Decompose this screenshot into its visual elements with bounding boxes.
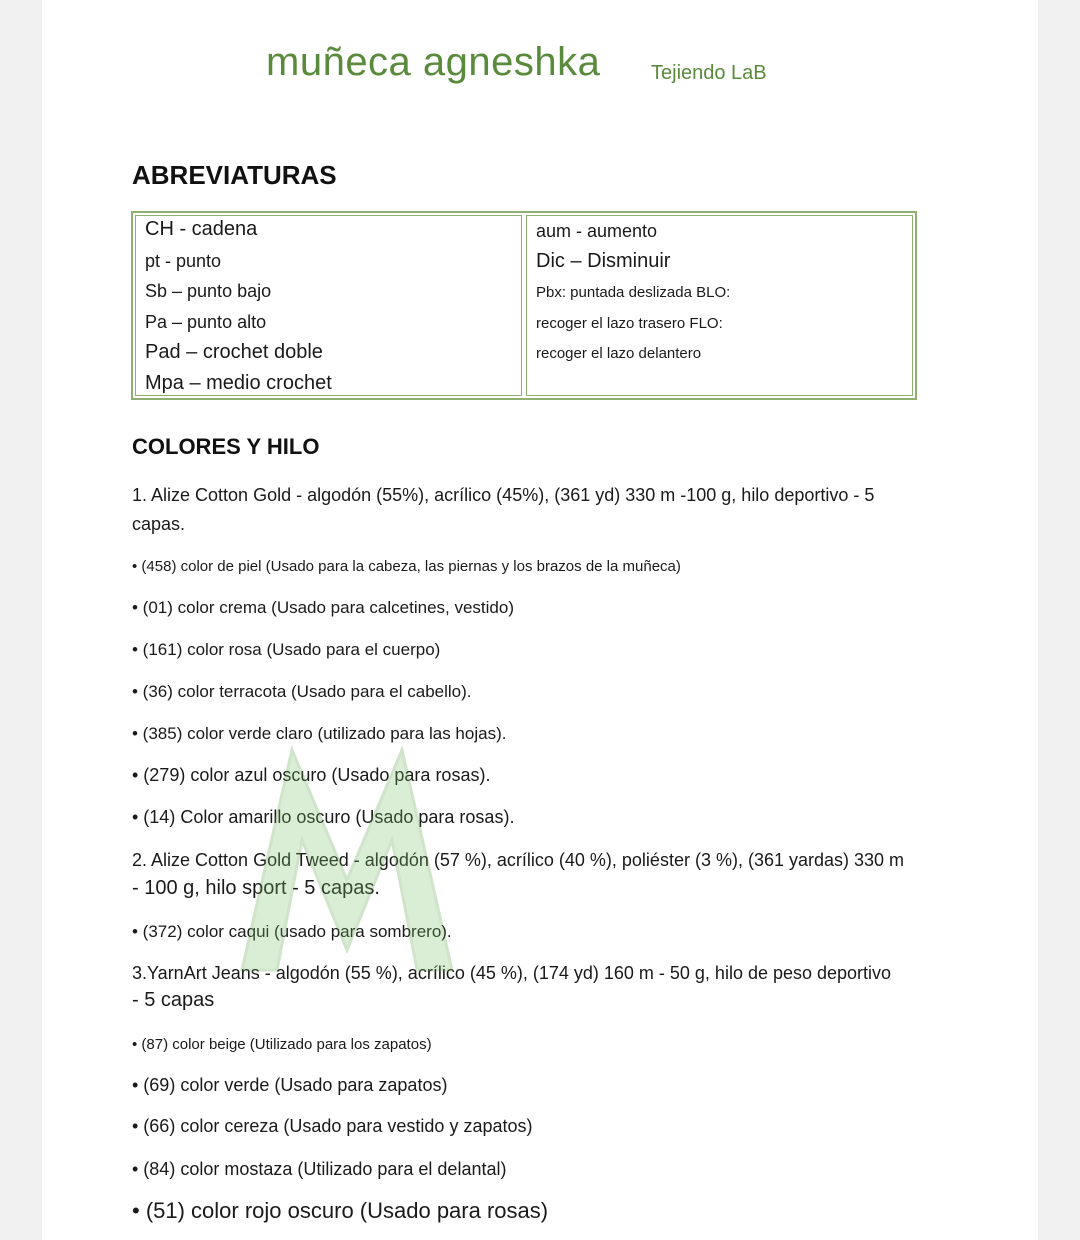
abbreviation-item: aum - aumento	[536, 221, 658, 241]
abbreviation-item: Pbx: puntada deslizada BLO:	[536, 284, 731, 301]
color-list-item: • (01) color crema (Usado para calcetines, vestido)	[132, 598, 514, 617]
color-list-item: • (161) color rosa (Usado para el cuerpo)	[132, 640, 441, 659]
color-list-item: • (84) color mostaza (Utilizado para el delantal)	[132, 1159, 507, 1179]
colors-heading: COLORES Y HILO	[132, 434, 320, 459]
color-list-item: • (51) color rojo oscuro (Usado para rosas)	[132, 1198, 549, 1223]
color-list-item: • (87) color beige (Utilizado para los zapatos)	[132, 1036, 432, 1053]
brand-name: Tejiendo LaB	[651, 62, 767, 84]
yarn-description: 2. Alize Cotton Gold Tweed - algodón (57 %), acrílico (40 %), poliéster (3 %), (361 yardas) 330 m	[132, 850, 905, 870]
yarn-description: 1. Alize Cotton Gold - algodón (55%), acrílico (45%), (361 yd) 330 m -100 g, hilo deportivo - 5	[132, 485, 875, 505]
abbreviations-table	[131, 211, 917, 400]
color-list-item: • (14) Color amarillo oscuro (Usado para rosas).	[132, 807, 515, 827]
watermark-logo	[222, 730, 472, 990]
abbreviations-heading: ABREVIATURAS	[132, 160, 337, 190]
abbreviation-item: recoger el lazo trasero FLO:	[536, 315, 723, 332]
abbreviation-item: Pa – punto alto	[145, 312, 267, 332]
abbreviation-item: Pad – crochet doble	[145, 341, 323, 363]
abbreviations-left-column	[135, 215, 522, 396]
abbreviation-item: Dic – Disminuir	[536, 250, 671, 272]
color-list-item: • (36) color terracota (Usado para el cabello).	[132, 682, 472, 701]
yarn-description-cont: - 5 capas	[132, 989, 215, 1011]
color-list-item: • (69) color verde (Usado para zapatos)	[132, 1075, 448, 1095]
yarn-description: 3.YarnArt Jeans - algodón (55 %), acrílico (45 %), (174 yd) 160 m - 50 g, hilo de peso deportivo	[132, 963, 892, 983]
color-list-item: • (66) color cereza (Usado para vestido y zapatos)	[132, 1116, 533, 1136]
abbreviations-right-column	[526, 215, 913, 396]
document-title: muñeca agneshka	[266, 40, 601, 84]
color-list-item: • (458) color de piel (Usado para la cabeza, las piernas y los brazos de la muñeca)	[132, 558, 681, 575]
yarn-description-cont: - 100 g, hilo sport - 5 capas.	[132, 877, 380, 899]
abbreviation-item: recoger el lazo delantero	[536, 345, 702, 362]
color-list-item: • (279) color azul oscuro (Usado para rosas).	[132, 765, 491, 785]
color-list-item: • (385) color verde claro (utilizado para las hojas).	[132, 724, 507, 743]
abbreviation-item: pt - punto	[145, 251, 222, 271]
abbreviation-item: Sb – punto bajo	[145, 281, 272, 301]
abbreviation-item: Mpa – medio crochet	[145, 372, 332, 394]
yarn-description-cont: capas.	[132, 514, 186, 534]
color-list-item: • (372) color caqui (usado para sombrero).	[132, 922, 452, 941]
document-page	[42, 0, 1038, 1240]
abbreviation-item: CH - cadena	[145, 218, 258, 240]
